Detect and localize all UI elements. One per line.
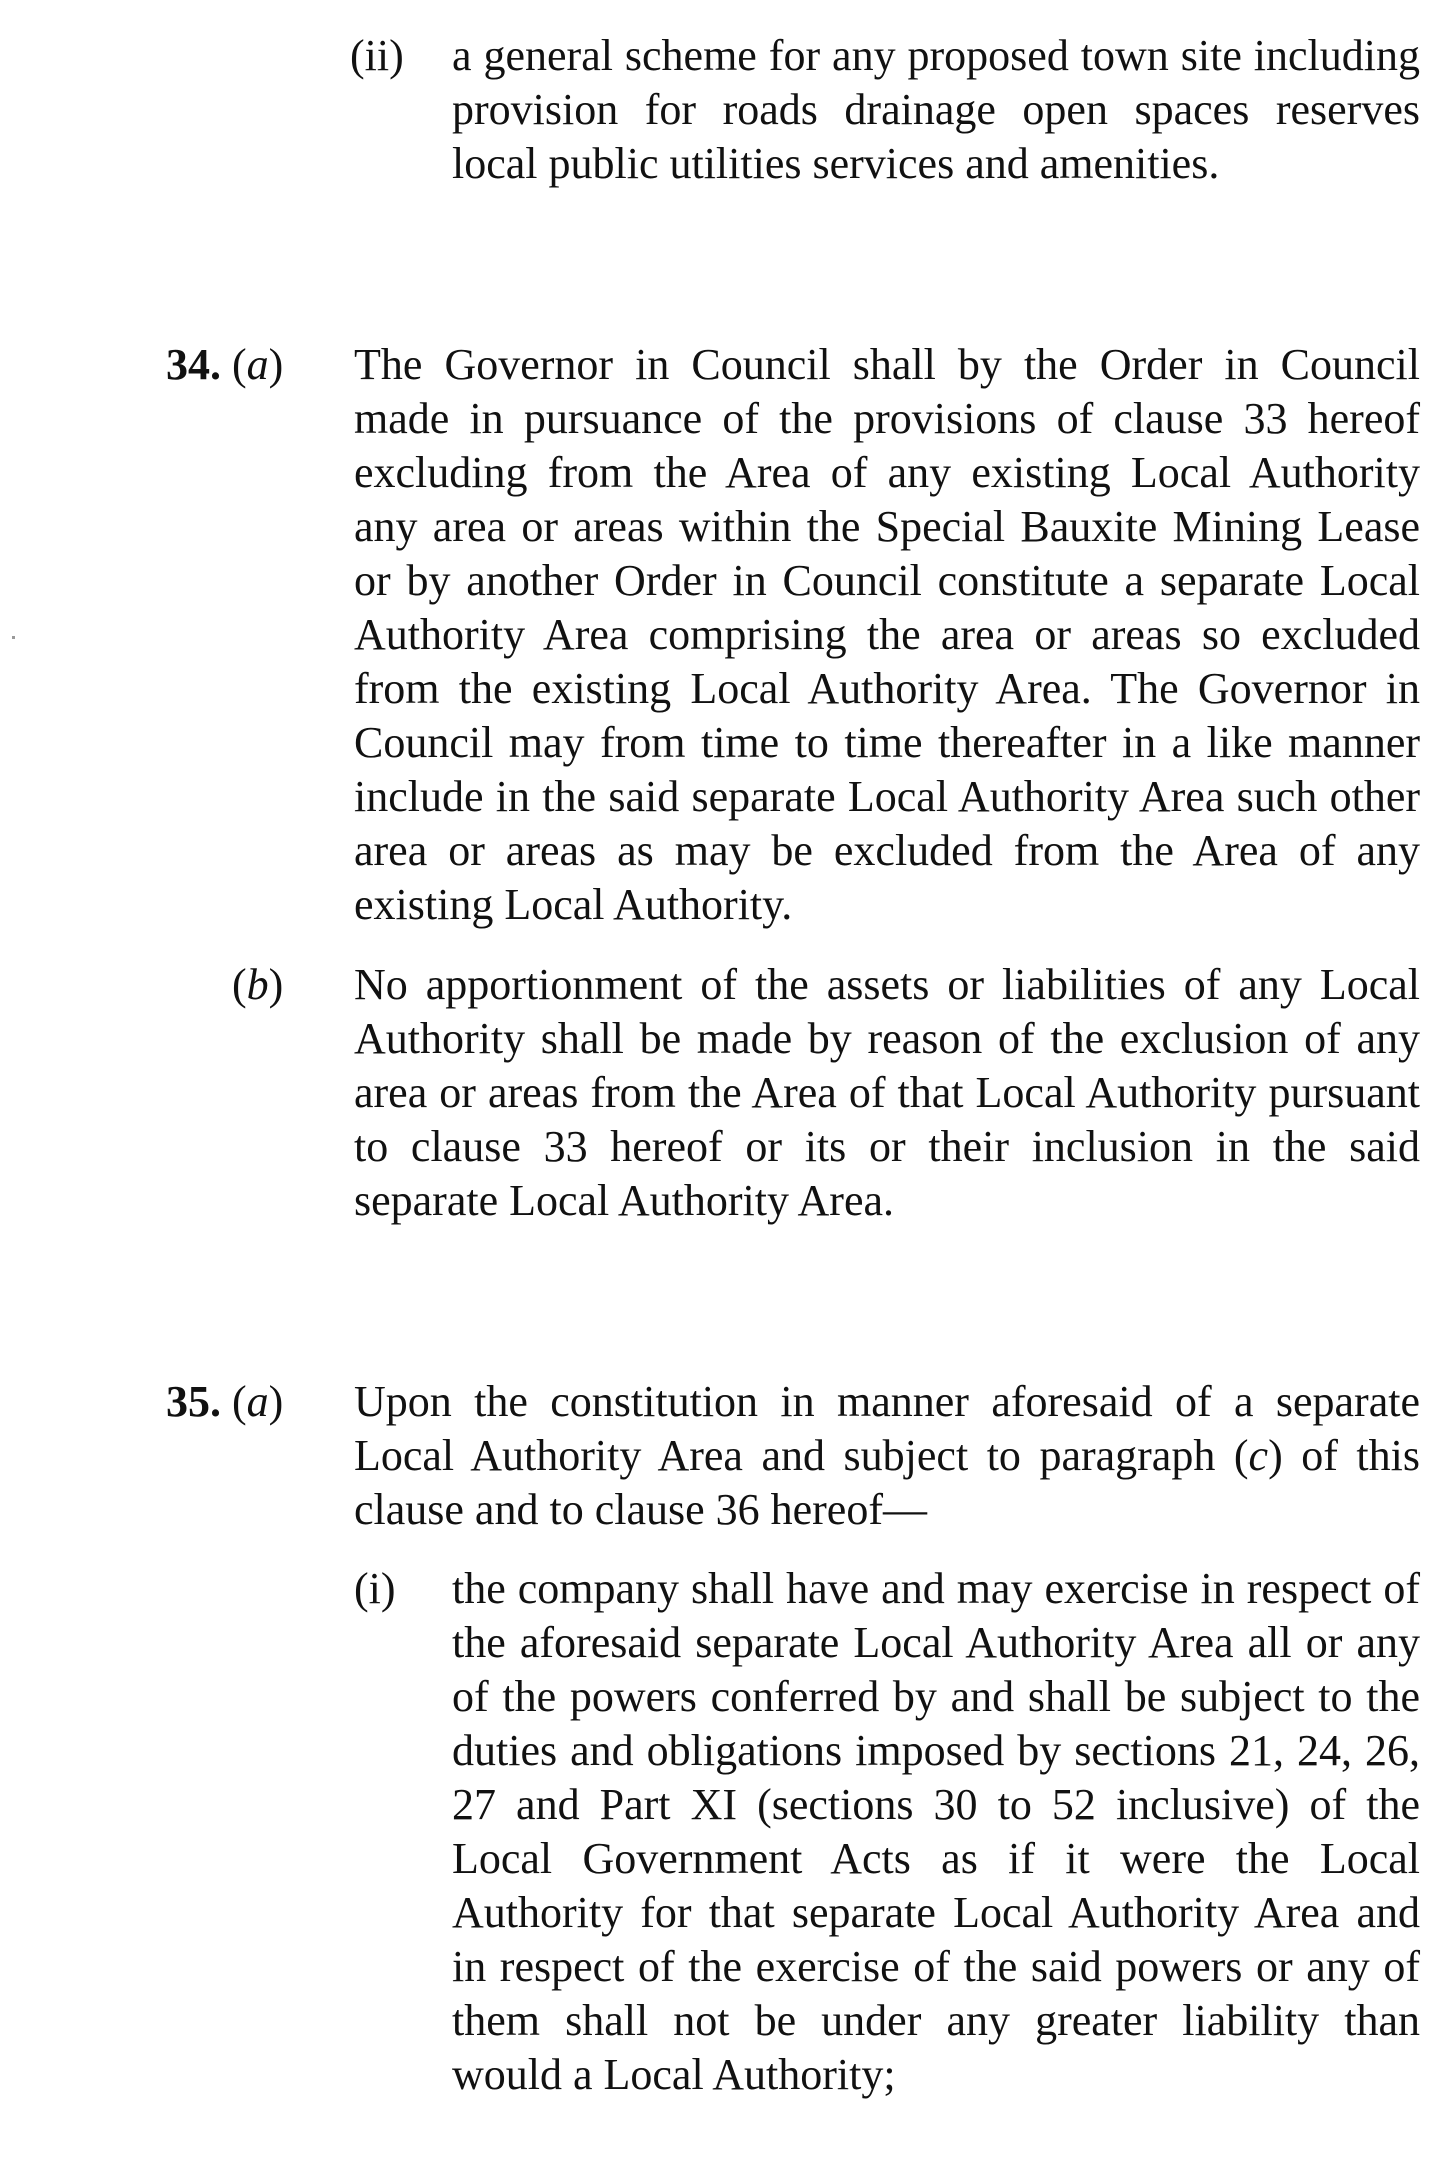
clause-35a-item-i-text: the company shall have and may exercise in respect of the aforesaid separate Local Authority Area all or any of the powers conferred by and shall be subject to the duties and obligations imposed by sections 21, 24, 26, 27 and Part XI (sections 30 to 52 inclusive) of the Local Government Acts as if it were the Local Authority for that separate Local Authority Area and in respect of the exercise of the said powers or any of them shall not be under any greater liability than would a Local Authority; xyxy=(452,1564,1420,2099)
clause-34b-marker-wrap: (b) xyxy=(232,960,284,1009)
scan-speck xyxy=(12,636,15,639)
clause-35a-text xyxy=(354,1375,1420,1537)
clause-35a-paragraph-ref: c xyxy=(1248,1431,1269,1480)
clause-34-heading: 34. (a) xyxy=(166,340,284,389)
clause-34b-text: No apportionment of the assets or liabilities of any Local Authority shall be made by reason of the exclusion of any area or areas from the Area of that Local Authority pursuant to clause 33 hereof or its or their inclusion in the said separate Local Authority Area. xyxy=(354,960,1420,1225)
clause-35a-text-before: Upon the constitution in manner aforesaid of a separate Local Authority Area and subject to paragraph ( xyxy=(354,1377,1420,1480)
clause-35a-marker: a xyxy=(246,1377,269,1426)
item-ii-text: a general scheme for any proposed town site including provision for roads drainage open spaces reserves local public utilities services and amenities. xyxy=(452,31,1420,188)
clause-35-number: 35. xyxy=(166,1377,221,1426)
clause-35a-item-i-marker xyxy=(354,1562,396,1616)
clause-35a-item-i-marker-label: (i) xyxy=(354,1564,396,1613)
clause-35-heading: 35. (a) xyxy=(166,1377,284,1426)
item-ii-marker-label: (ii) xyxy=(350,31,404,80)
clause-34-number: 34. xyxy=(166,340,221,389)
clause-34a-text: The Governor in Council shall by the Order in Council made in pursuance of the provisions of clause 33 hereof excluding from the Area of any existing Local Authority any area or areas within the Special Bauxite Mining Lease or by another Order in Council constitute a separate Local Authority Area comprising the area or areas so excluded from the existing Local Authority Area. The Governor in Council may from time to time thereafter in a like manner include in the said separate Local Authority Area such other area or areas as may be excluded from the Area of any existing Local Authority. xyxy=(354,340,1420,929)
item-ii-marker xyxy=(350,29,404,83)
clause-34b-marker: b xyxy=(246,960,269,1009)
clause-35a-text-after: ) of this clause and to clause 36 hereof— xyxy=(354,1431,1420,1534)
clause-34a-marker: a xyxy=(246,340,269,389)
